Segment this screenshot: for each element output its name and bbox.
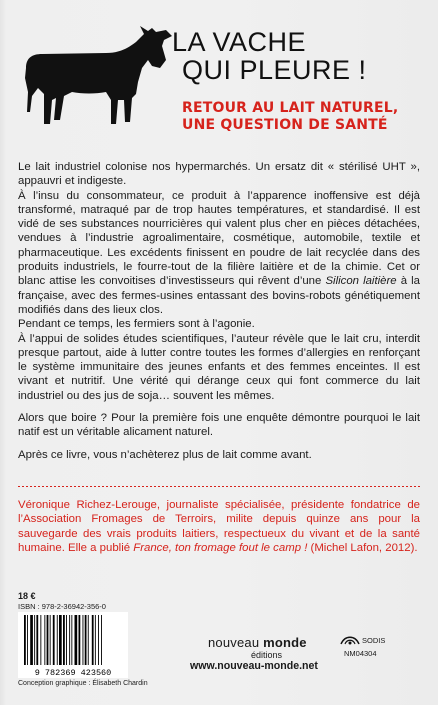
blurb-paragraph: Après ce livre, vous n’achèterez plus de lait comme avant.: [18, 448, 312, 461]
publisher-url: www.nouveau-monde.net: [190, 660, 318, 672]
title-line-2: QUI PLEURE !: [182, 55, 367, 85]
publisher-editions: éditions: [251, 650, 283, 660]
isbn: ISBN : 978-2-36942-356-0: [18, 602, 106, 611]
publisher-logo: [208, 635, 307, 650]
title-line-1: LA VACHE: [172, 27, 307, 57]
blurb-paragraph: [18, 189, 420, 318]
author-bio: [18, 498, 420, 555]
author-text: Véronique Richez-Lerouge, journaliste spécialisée, présidente fondatrice de l’Association Fromages de Terroirs, milite depuis quinze ans pour la sauvegarde des vrais produits laitiers, respectueux du vivant et de la santé humaine. Elle a publié: [18, 499, 420, 554]
distributor-code: NM04304: [344, 649, 377, 658]
blurb: [18, 160, 420, 462]
book-subtitle: [182, 100, 422, 134]
barcode-digits: 9 782369 423560: [34, 668, 112, 678]
blurb-paragraph: Pendant ce temps, les fermiers sont à l’agonie.: [18, 318, 255, 331]
author-text-end: (Michel Lafon, 2012).: [307, 541, 418, 554]
distributor-name: SODIS: [362, 636, 386, 645]
barcode-icon: [18, 612, 128, 678]
subtitle-line-2: UNE QUESTION DE SANTÉ: [182, 117, 388, 133]
book-title: [172, 28, 422, 84]
design-credit: Conception graphique : Élisabeth Chardin: [18, 680, 148, 687]
subtitle-line-1: RETOUR AU LAIT NATUREL,: [182, 100, 399, 116]
sodis-logo-icon: [339, 633, 361, 647]
blurb-paragraph: Le lait industriel colonise nos hypermarchés. Un ersatz dit « stérilisé UHT », appauvri et indigeste.: [18, 161, 420, 188]
publisher-name-bold: monde: [263, 635, 307, 650]
blurb-italic: Silicon laitière: [325, 275, 397, 288]
blurb-text: à la française, avec des fermes-usines entassant des bovins-robots génétiquement modifiés dans des lieux clos.: [18, 275, 421, 316]
cow-silhouette-icon: [16, 20, 176, 132]
blurb-text: À l’insu du consommateur, ce produit à l’apparence inoffensive est déjà transformé, matraqué par de trop hautes températures, et standardisé. Il est vidé de ses substances nourricières qui valent plus cher en pièces détachées, vendues à l’industrie agroalimentaire, cosmétique, automobile, textile et pharmaceutique. Les excédents finissent en poudre de lait recyclée dans des produits industriels, le fourre-tout de la filière laitière et de la chimie. Cet or blanc attise les convoitises d’investisseurs qui rêvent d’une: [18, 189, 420, 288]
author-book-title: France, ton fromage fout le camp !: [133, 541, 308, 554]
divider: [18, 486, 420, 487]
price: 18 €: [18, 591, 36, 601]
blurb-paragraph: À l’appui de solides études scientifiques, l’auteur révèle que le lait cru, interdit presque partout, aide à lutter contre toutes les formes d’allergies en renforçant le système immunitaire des jeunes enfants et des femmes enceintes. Il est vivant et nutritif. Une vérité qui dérange ceux qui font commerce du lait industriel ou des jus de soja… souvent les mêmes.: [18, 332, 420, 402]
publisher-name-light: nouveau: [208, 635, 264, 650]
blurb-paragraph: Alors que boire ? Pour la première fois une enquête démontre pourquoi le lait natif est un véritable alicament naturel.: [18, 412, 420, 439]
